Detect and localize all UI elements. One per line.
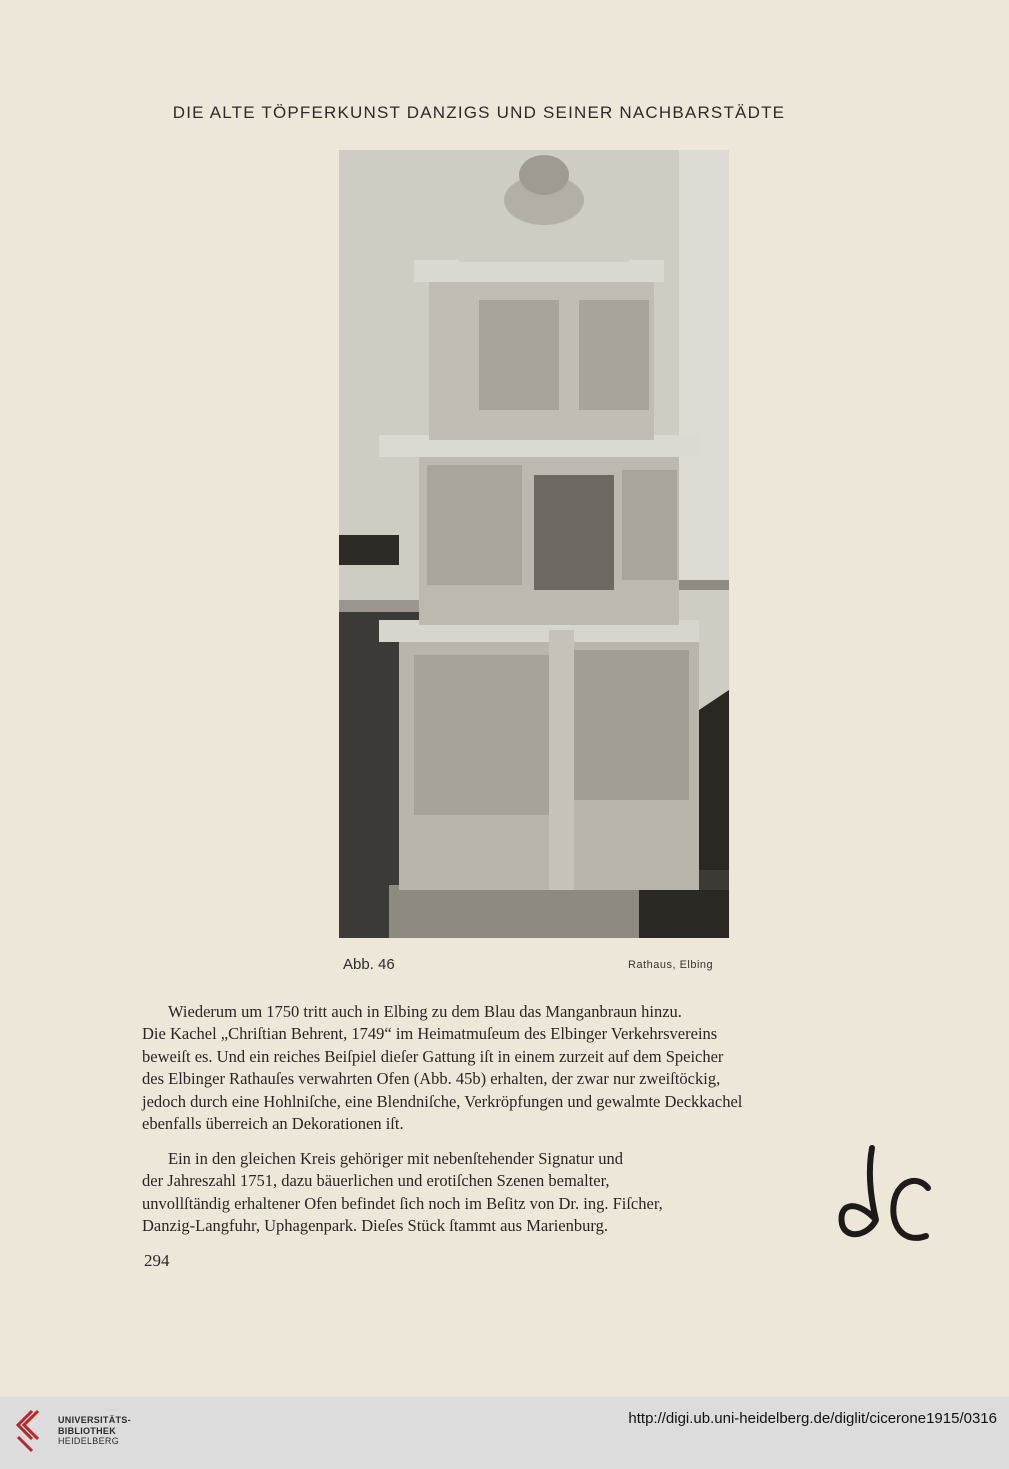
library-name-line: HEIDELBERG	[58, 1436, 120, 1446]
text-line: beweiſt es. Und ein reiches Beiſpiel dieſer Gattung iſt in einem zurzeit auf dem Speicher	[142, 1046, 724, 1066]
paragraph-1	[142, 1001, 932, 1135]
text-line: unvollſtändig erhaltener Ofen befindet ſich noch im Beſitz von Dr. ing. Fiſcher,	[142, 1193, 663, 1213]
source-url-link[interactable]: http://digi.ub.uni-heidelberg.de/diglit/cicerone1915/0316	[628, 1410, 997, 1427]
running-header: DIE ALTE TÖPFERKUNST DANZIGS UND SEINER NACHBARSTÄDTE	[172, 103, 786, 122]
text-line: Danzig-Langfuhr, Uphagenpark. Dieſes Stück ſtammt aus Marienburg.	[142, 1216, 608, 1236]
page-number: 294	[144, 1251, 170, 1270]
text-line: der Jahreszahl 1751, dazu bäuerlichen und erotiſchen Szenen bemalter,	[142, 1171, 610, 1191]
text-line: des Elbinger Rathauſes verwahrten Ofen (Abb. 45b) erhalten, der zwar nur zweiſtöckig,	[142, 1069, 721, 1089]
digitization-footer	[0, 1397, 1009, 1469]
library-name	[58, 1415, 131, 1447]
text-line: jedoch durch eine Hohlniſche, eine Blendniſche, Verkröpfungen und gewalmte Deckkachel	[142, 1091, 743, 1111]
text-line: Die Kachel „Chriſtian Behrent, 1749“ im Heimatmuſeum des Elbinger Verkehrsvereins	[142, 1024, 718, 1044]
library-name-line: UNIVERSITÄTS-	[58, 1415, 131, 1425]
text-line: ebenfalls überreich an Dekorationen iſt.	[142, 1114, 404, 1134]
text-line: Wiederum um 1750 tritt auch in Elbing zu dem Blau das Manganbraun hinzu.	[168, 1002, 682, 1021]
text-line: Ein in den gleichen Kreis gehöriger mit nebenſtehender Signatur und	[168, 1149, 623, 1168]
signature-mark	[828, 1140, 948, 1250]
figure-number: Abb. 46	[343, 956, 395, 973]
paragraph-2	[142, 1148, 818, 1238]
figure-caption: Rathaus, Elbing	[628, 959, 714, 971]
library-logo-icon	[12, 1407, 52, 1455]
library-name-line: BIBLIOTHEK	[58, 1425, 116, 1436]
tile-stove-photo	[339, 150, 729, 938]
